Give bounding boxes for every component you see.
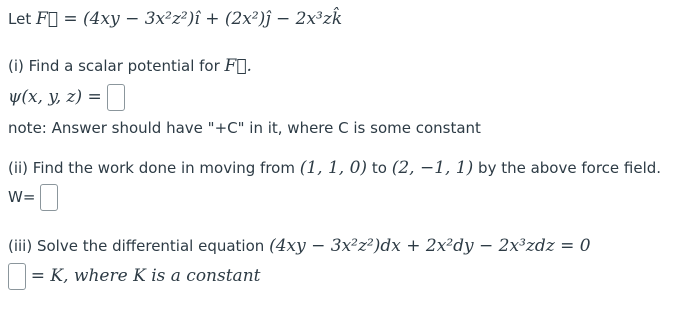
- part2-prompt-line: [8, 157, 661, 179]
- note-line: [8, 117, 481, 139]
- end-point: (2, −1, 1): [391, 158, 474, 178]
- note-text: note: Answer should have "+C" in it, where C is some constant: [8, 119, 481, 137]
- differential-equation: (4xy − 3x²z²)dx + 2x²dy − 2x³zdz = 0: [269, 236, 591, 256]
- part1-prompt-line: [8, 55, 252, 77]
- potential-answer-input[interactable]: [107, 84, 125, 111]
- part2-answer-line: [8, 184, 58, 211]
- let-label: Let: [8, 10, 32, 28]
- part3-prompt-line: [8, 235, 591, 257]
- part2-prompt-b: by the above force field.: [478, 159, 662, 177]
- field-definition-line: [8, 8, 342, 30]
- solution-answer-input[interactable]: [8, 263, 26, 290]
- to-label: to: [371, 159, 387, 177]
- work-answer-input[interactable]: [40, 184, 58, 211]
- part2-prompt-a: (ii) Find the work done in moving from: [8, 159, 295, 177]
- potential-answer-label: ψ(x, y, z) =: [8, 87, 102, 107]
- start-point: (1, 1, 0): [299, 158, 368, 178]
- force-field-expression: F⃗ = (4xy − 3x²z²)î + (2x²)ĵ − 2x³zk̂: [35, 9, 343, 29]
- solution-suffix: = K, where K is a constant: [30, 266, 261, 286]
- part3-answer-line: [8, 263, 260, 290]
- part1-prompt: (i) Find a scalar potential for: [8, 57, 220, 75]
- part3-prompt: (iii) Solve the differential equation: [8, 237, 265, 255]
- part1-answer-line: [8, 84, 125, 111]
- field-symbol: F⃗.: [224, 56, 252, 76]
- work-answer-label: W=: [8, 188, 36, 206]
